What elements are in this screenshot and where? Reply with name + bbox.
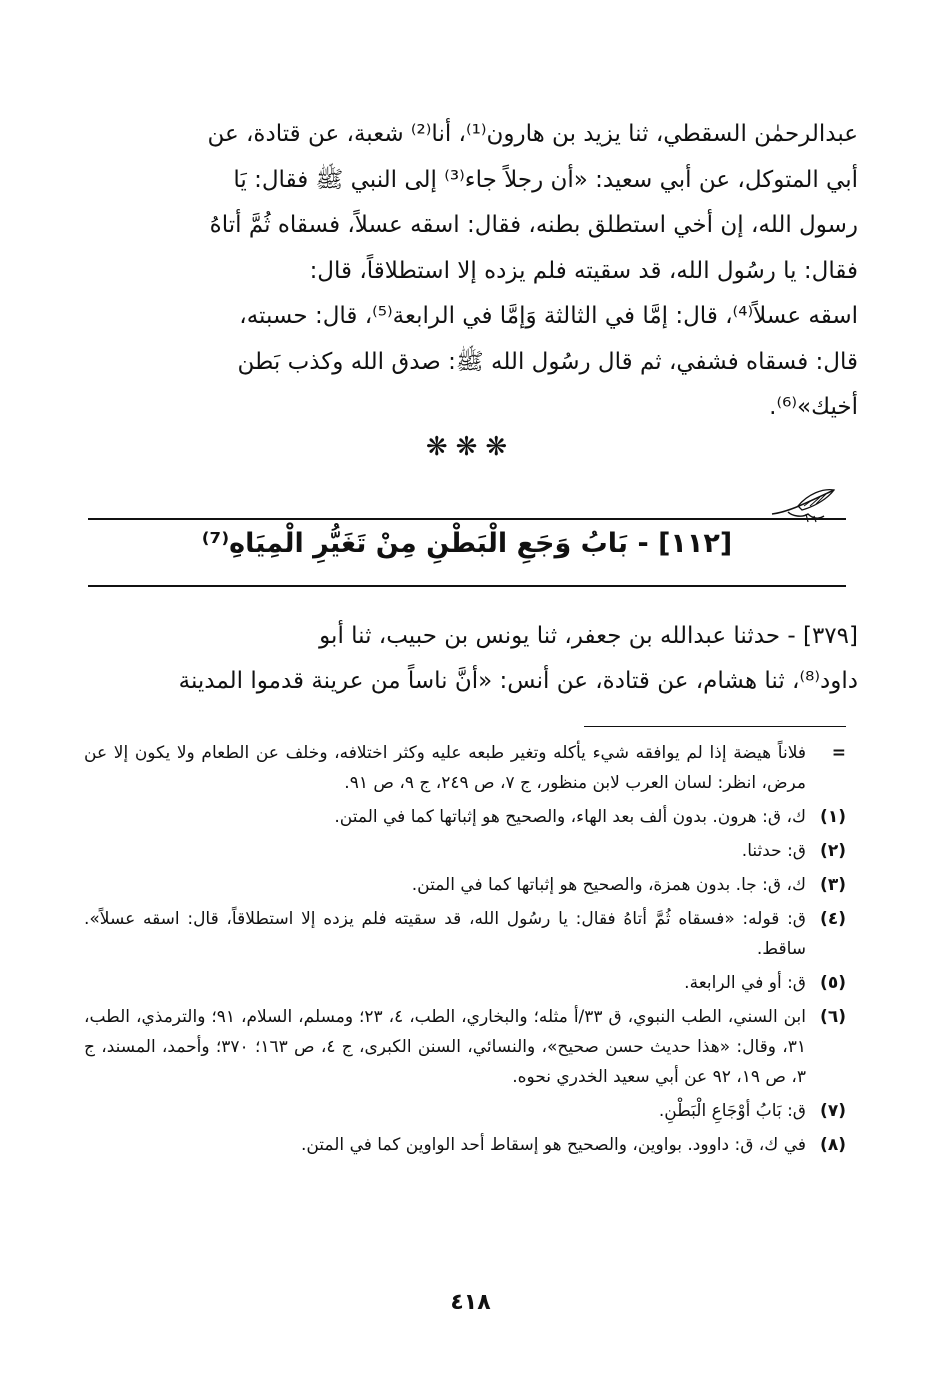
footnote-number: (٢) — [820, 841, 846, 861]
footnote-number: (٨) — [820, 1135, 846, 1155]
footnotes — [84, 738, 846, 1164]
footnote — [84, 904, 846, 964]
section-separator-stars: ❋❋❋ — [425, 432, 516, 462]
footnote-text: ق: بَابُ أوْجَاعِ الْبَطْنِ. — [658, 1101, 806, 1121]
footnote-text: ك، ق: هرون. بدون ألف بعد الهاء، والصحيح هو إثباتها كما في المتن. — [334, 807, 806, 827]
footnote-text: فلاناً هيضة إذا لم يوافقه شيء يأكله وتغير طبعه عليه وكثر اختلافه، وخلف عن الطعام ولا يكون إلا عن مرض، انظر: لسان العرب لابن منظور، ج ٧، ص ٢٤٩، ج ٩، ص ٩١. — [84, 743, 806, 793]
footnote-number: (٦) — [820, 1007, 846, 1027]
text-line: قال: فسقاه فشفي، ثم قال رسُول الله ﷺ: صدق الله وكذب بَطن — [237, 348, 858, 375]
page-number: ٤١٨ — [450, 1290, 491, 1315]
text-line: أبي المتوكل، عن أبي سعيد: «أن رجلاً جاء⁽³⁾ إلى النبي ﷺ فقال: يَا — [233, 166, 858, 193]
footnote-text: ق: قوله: «فسقاه ثُمَّ أتاهُ فقال: يا رسُول الله، قد سقيته فلم يزده إلا استطلاقاً، قال: اسقه عسلاً». ساقط. — [84, 909, 806, 959]
chapter-title: [١١٢] - بَابُ وَجَعِ الْبَطْنِ مِنْ تَغَيُّرِ الْمِيَاهِ⁽⁷⁾ — [201, 528, 733, 559]
footnote-text: ابن السني، الطب النبوي، ق ٣٣/أ مثله؛ والبخاري، الطب، ٤، ٢٣؛ ومسلم، السلام، ٩١؛ والترمذي، الطب، ٣١، وقال: «هذا حديث حسن صحيح»، والنسائي، السنن الكبرى، ج ٤، ص ١٦٣؛ ٣٧٠؛ وأحمد، المسند، ج ٣، ص ١٩، ٩٢ عن أبي سعيد الخدري نحوه. — [84, 1007, 807, 1087]
text-line: عبدالرحمٰن السقطي، ثنا يزيد بن هارون⁽¹⁾، أنا⁽²⁾ شعبة، عن قتادة، عن — [207, 121, 858, 147]
footnote — [84, 1130, 846, 1160]
footnote — [84, 738, 846, 798]
chapter-rule-top — [88, 518, 846, 520]
footnote-text: في ك، ق: داوود. بواوين، والصحيح هو إسقاط أحد الواوين كما في المتن. — [300, 1135, 806, 1155]
footnote-number: (٥) — [820, 973, 846, 993]
footnote — [84, 802, 846, 832]
footnote — [84, 1002, 846, 1092]
text-line: فقال: يا رسُول الله، قد سقيته فلم يزده إلا استطلاقاً، قال: — [309, 257, 858, 284]
footnote — [84, 1096, 846, 1126]
footnote — [84, 870, 846, 900]
hadith-text — [78, 614, 858, 704]
footnote-number: = — [831, 743, 846, 763]
footnote-text: ق: حدثنا. — [741, 841, 806, 861]
footnote-text: ك، ق: جا. بدون همزة، والصحيح هو إثباتها كما في المتن. — [411, 875, 806, 895]
footnote-separator — [584, 726, 846, 727]
footnote-text: ق: أو في الرابعة. — [684, 973, 806, 993]
footnote-number: (٣) — [820, 875, 846, 895]
text-line: أخيك»⁽⁶⁾. — [769, 394, 858, 420]
text-line: رسول الله، إن أخي استطلق بطنه، فقال: اسقه عسلاً، فسقاه ثُمَّ أتاهُ — [209, 212, 858, 238]
text-line: اسقه عسلاً⁽⁴⁾، قال: إمَّا في الثالثة وَإمَّا في الرابعة⁽⁵⁾، قال: حسبته، — [239, 303, 858, 329]
hadith-continuation-text — [78, 112, 858, 431]
chapter-rule-bottom — [88, 585, 846, 587]
text-line: داود⁽⁸⁾، ثنا هشام، عن قتادة، عن أنس: «أنَّ ناساً من عرينة قدموا المدينة — [178, 668, 858, 694]
footnote — [84, 968, 846, 998]
footnote-number: (١) — [820, 807, 846, 827]
footnote-number: (٧) — [820, 1101, 846, 1121]
footnote — [84, 836, 846, 866]
text-line: [٣٧٩] - حدثنا عبدالله بن جعفر، ثنا يونس بن حبيب، ثنا أبو — [319, 623, 858, 649]
footnote-number: (٤) — [820, 909, 846, 929]
